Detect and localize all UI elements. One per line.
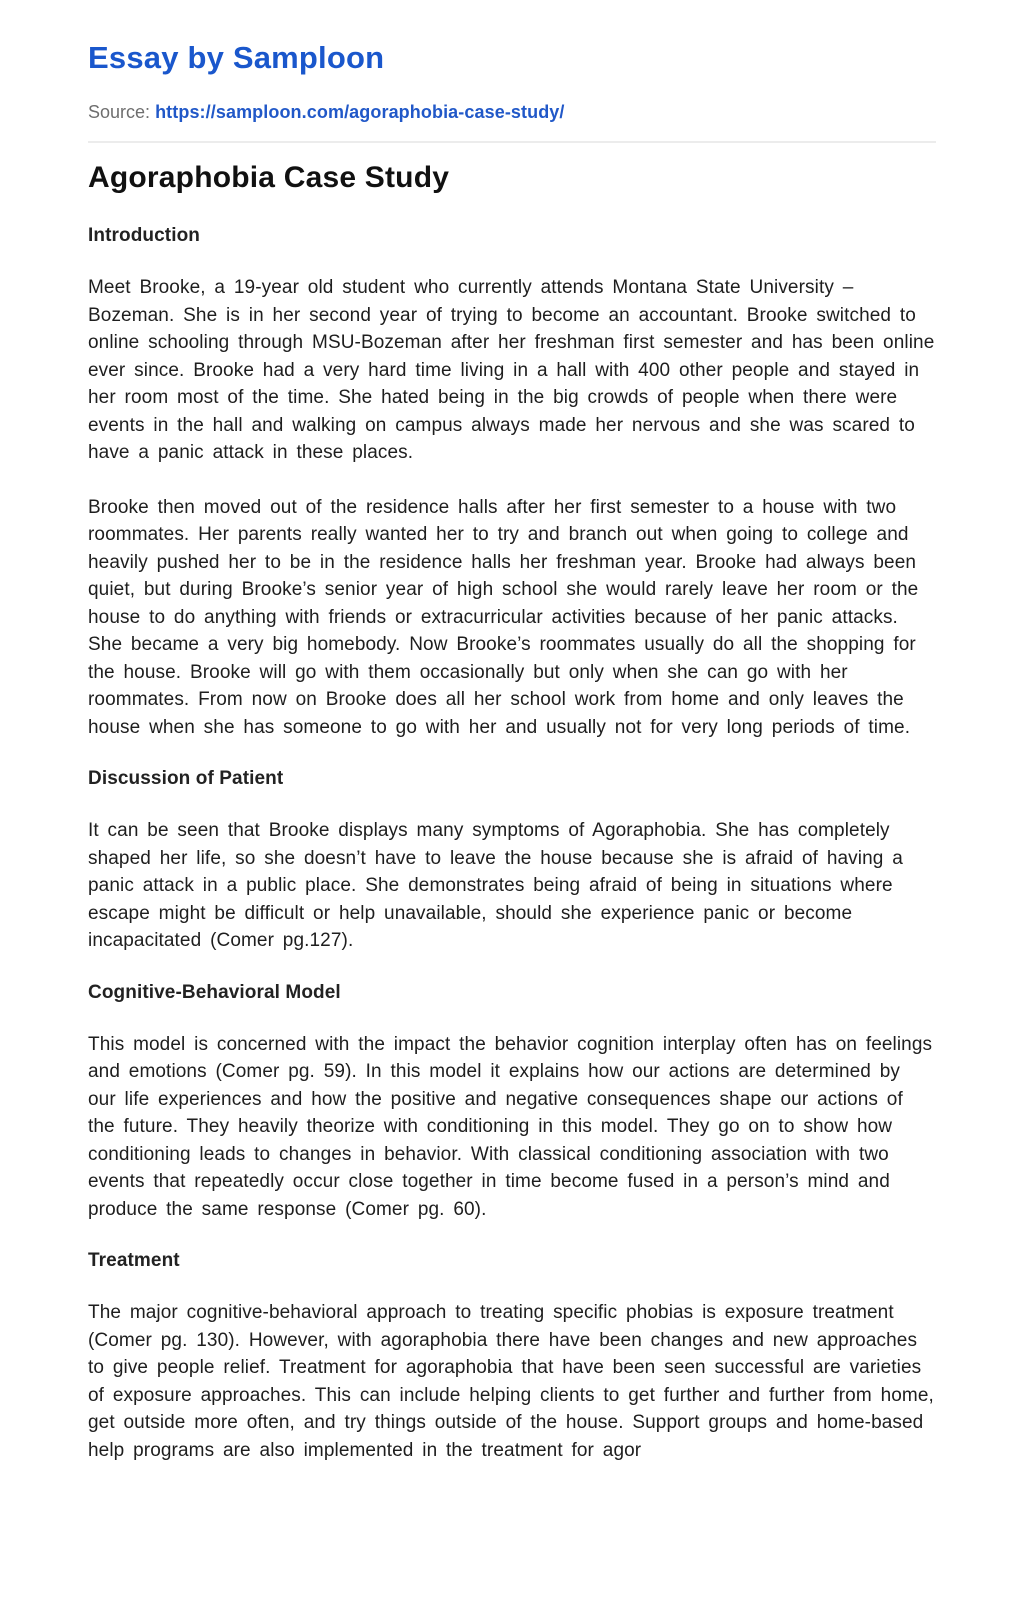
header-divider — [88, 141, 936, 143]
site-title: Essay by Samploon — [88, 40, 385, 75]
paragraph: Meet Brooke, a 19-year old student who currently attends Montana State University – Bozeman. She is in her second year of trying to become an accountant. Brooke switched to online schooling through MSU-Bozeman after her freshman first semester and has been online ever since. Brooke had a very hard time living in a hall with 400 other people and stayed in her room most of the time. She hated being in the big crowds of people when there were events in the hall and walking on campus always made her nervous and she was scared to have a panic attack in these places. — [88, 277, 935, 463]
paragraph: This model is concerned with the impact the behavior cognition interplay often has on feelings and emotions (Comer pg. 59). In this model it explains how our actions are determined by our life experiences and how the positive and negative consequences shape our actions of the future. They heavily theorize with conditioning in this model. They go on to show how conditioning leads to changes in behavior. With classical conditioning association with two events that repeatedly occur close together in time become fused in a person’s mind and produce the same response (Comer pg. 60). — [88, 1033, 933, 1220]
section-heading-treatment: Treatment — [88, 1250, 180, 1271]
section-treatment — [88, 1250, 936, 1464]
essay-article — [88, 161, 936, 1464]
paragraph: Brooke then moved out of the residence halls after her first semester to a house with two roommates. Her parents really wanted her to try and branch out when going to college and heavily pushed her to be in the residence halls her freshman year. Brooke had always been quiet, but during Brooke’s senior year of high school she would rarely leave her room or the house to do anything with friends or extracurricular activities because of her panic attacks. She became a very big homebody. Now Brooke’s roommates usually do all the shopping for the house. Brooke will go with them occasionally but only when she can go with her roommates. From now on Brooke does all her school work from home and only leaves the house when she has someone to go with her and usually not for very long periods of time. — [88, 496, 919, 738]
section-heading-introduction: Introduction — [88, 225, 201, 246]
source-url-link[interactable]: https://samploon.com/agoraphobia-case-study/ — [155, 102, 565, 122]
source-label: Source: — [88, 102, 151, 122]
page-header — [88, 40, 936, 143]
source-line — [88, 102, 936, 123]
section-discussion-of-patient — [88, 768, 936, 955]
section-introduction — [88, 225, 936, 741]
paragraph: It can be seen that Brooke displays many symptoms of Agoraphobia. She has completely shaped her life, so she doesn’t have to leave the house because she is afraid of having a panic attack in a public place. She demonstrates being afraid of being in situations where escape might be difficult or help unavailable, should she experience panic or become incapacitated (Comer pg.127). — [88, 820, 903, 951]
document-title: Agoraphobia Case Study — [88, 161, 450, 194]
paragraph: The major cognitive-behavioral approach to treating specific phobias is exposure treatment (Comer pg. 130). However, with agoraphobia there have been changes and new approaches to give people relief. Treatment for agoraphobia that have been seen successful are varieties of exposure approaches. This can include helping clients to get further and further from home, get outside more often, and try things outside of the house. Support groups and home-based help programs are also implemented in the treatment for agor — [88, 1302, 934, 1461]
section-heading-cognitive-behavioral-model: Cognitive-Behavioral Model — [88, 981, 341, 1003]
section-heading-discussion-of-patient: Discussion of Patient — [88, 768, 284, 789]
section-cognitive-behavioral-model — [88, 982, 936, 1224]
